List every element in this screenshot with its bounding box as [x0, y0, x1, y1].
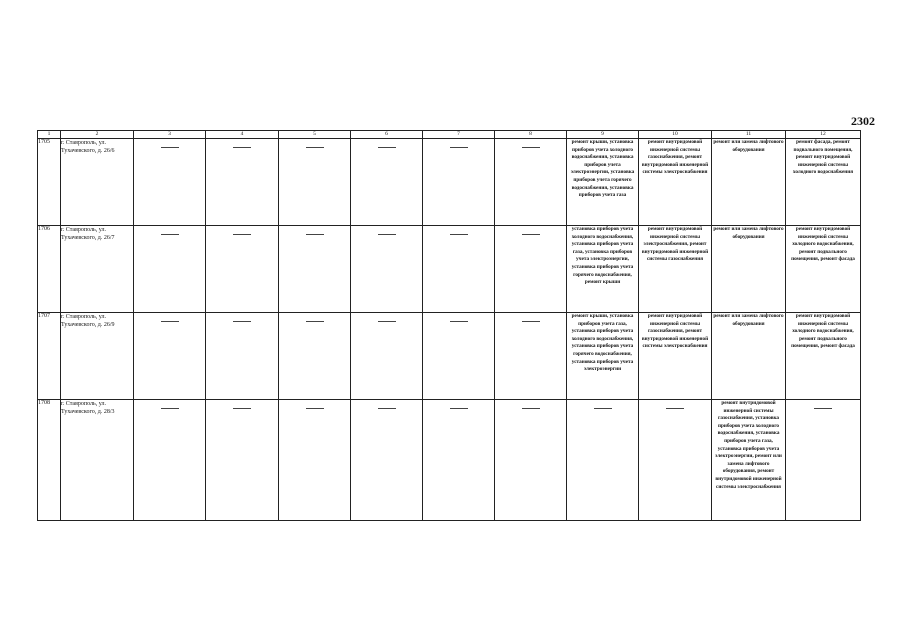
dash-mark: [306, 408, 324, 409]
dash-mark: [233, 234, 251, 235]
empty-cell: [206, 400, 279, 521]
empty-cell: [423, 313, 495, 400]
empty-cell: [495, 226, 567, 313]
dash-mark: [450, 234, 468, 235]
dash-mark: [306, 321, 324, 322]
empty-cell: [423, 400, 495, 521]
work-cell-col10: ремонт внутридомовой инженерной системы электроснабжения, ремонт внутридомовой инженерной системы газоснабжения: [639, 226, 712, 313]
address-cell: г. Ставрополь, ул. Тухачевского, д. 28/3: [61, 400, 134, 521]
work-cell-col12: ремонт внутридомовой инженерной системы холодного водоснабжения, ремонт подвального помещения, ремонт фасада: [786, 226, 861, 313]
dash-mark: [814, 408, 832, 409]
column-header-11: 11: [712, 131, 786, 139]
dash-mark: [378, 147, 396, 148]
work-cell-col9: установка приборов учета холодного водоснабжения, установка приборов учета газа, установка приборов учета электроэнергии, установка приборов учета горячего водоснабжения, ремонт крыши: [567, 226, 639, 313]
dash-mark: [450, 147, 468, 148]
empty-cell: [279, 139, 351, 226]
empty-cell: [351, 400, 423, 521]
dash-mark: [306, 234, 324, 235]
table-row: [38, 139, 861, 226]
header-row: [38, 131, 861, 139]
work-cell-col11: ремонт или замена лифтового оборудования: [712, 226, 786, 313]
column-header-10: 10: [639, 131, 712, 139]
dash-mark: [450, 408, 468, 409]
column-header-2: 2: [61, 131, 134, 139]
dash-mark: [161, 147, 179, 148]
dash-mark: [233, 321, 251, 322]
empty-cell: [134, 400, 206, 521]
work-cell-col12: ремонт фасада, ремонт подвального помещения, ремонт внутридомовой инженерной системы холодного водоснабжения: [786, 139, 861, 226]
empty-cell: [351, 226, 423, 313]
empty-cell: [134, 139, 206, 226]
empty-cell: [134, 226, 206, 313]
empty-cell: [639, 400, 712, 521]
work-cell-col11: ремонт или замена лифтового оборудования: [712, 139, 786, 226]
empty-cell: [423, 226, 495, 313]
dash-mark: [378, 408, 396, 409]
work-cell-col10: ремонт внутридомовой инженерной системы газоснабжения, ремонт внутридомовой инженерной системы электроснабжения: [639, 313, 712, 400]
empty-cell: [495, 313, 567, 400]
empty-cell: [134, 313, 206, 400]
page-number: 2302: [851, 114, 875, 128]
dash-mark: [378, 234, 396, 235]
empty-cell: [279, 400, 351, 521]
row-number: 1708: [38, 400, 61, 521]
work-cell-col10: ремонт внутридомовой инженерной системы газоснабжения, ремонт внутридомовой инженерной системы электроснабжения: [639, 139, 712, 226]
dash-mark: [161, 234, 179, 235]
work-cell-col9: ремонт крыши, установка приборов учета холодного водоснабжения, установка приборов учета электроэнергии, установка приборов учета горячего водоснабжения, установка приборов учета газа: [567, 139, 639, 226]
empty-cell: [495, 139, 567, 226]
empty-cell: [206, 226, 279, 313]
address-cell: г. Ставрополь, ул. Тухачевского, д. 26/9: [61, 313, 134, 400]
table-row: [38, 226, 861, 313]
dash-mark: [378, 321, 396, 322]
dash-mark: [594, 408, 612, 409]
work-cell-col9: ремонт крыши, установка приборов учета газа, установка приборов учета холодного водоснабжения, установка приборов учета горячего водоснабжения, установка приборов учета электроэнергии: [567, 313, 639, 400]
table-row: [38, 400, 861, 521]
dash-mark: [522, 234, 540, 235]
empty-cell: [206, 139, 279, 226]
dash-mark: [161, 321, 179, 322]
dash-mark: [522, 408, 540, 409]
work-cell-col12: ремонт внутридомовой инженерной системы холодного водоснабжения, ремонт подвального помещения, ремонт фасада: [786, 313, 861, 400]
column-header-12: 12: [786, 131, 861, 139]
dash-mark: [522, 147, 540, 148]
dash-mark: [233, 408, 251, 409]
row-number: 1707: [38, 313, 61, 400]
column-header-5: 5: [279, 131, 351, 139]
dash-mark: [161, 408, 179, 409]
empty-cell: [423, 139, 495, 226]
dash-mark: [233, 147, 251, 148]
dash-mark: [306, 147, 324, 148]
empty-cell: [351, 139, 423, 226]
work-cell-col11: ремонт или замена лифтового оборудования: [712, 313, 786, 400]
column-header-9: 9: [567, 131, 639, 139]
column-header-4: 4: [206, 131, 279, 139]
empty-cell: [279, 226, 351, 313]
column-header-6: 6: [351, 131, 423, 139]
dash-mark: [666, 408, 684, 409]
table-row: [38, 313, 861, 400]
dash-mark: [450, 321, 468, 322]
address-cell: г. Ставрополь, ул. Тухачевского, д. 26/7: [61, 226, 134, 313]
empty-cell: [206, 313, 279, 400]
empty-cell: [786, 400, 861, 521]
capital-repair-table: [37, 130, 861, 521]
dash-mark: [522, 321, 540, 322]
empty-cell: [567, 400, 639, 521]
column-header-3: 3: [134, 131, 206, 139]
row-number: 1705: [38, 139, 61, 226]
row-number: 1706: [38, 226, 61, 313]
column-header-8: 8: [495, 131, 567, 139]
empty-cell: [495, 400, 567, 521]
empty-cell: [351, 313, 423, 400]
work-cell-col11: ремонт внутридомовой инженерной системы газоснабжения, установка приборов учета холодного водоснабжения, установка приборов учета газа, установка приборов учета электроэнергии, ремонт или замена лифтового оборудования, ремонт внутридомовой инженерной системы электроснабжения: [712, 400, 786, 521]
column-header-1: 1: [38, 131, 61, 139]
column-header-7: 7: [423, 131, 495, 139]
address-cell: г. Ставрополь, ул. Тухачевского, д. 26/6: [61, 139, 134, 226]
empty-cell: [279, 313, 351, 400]
